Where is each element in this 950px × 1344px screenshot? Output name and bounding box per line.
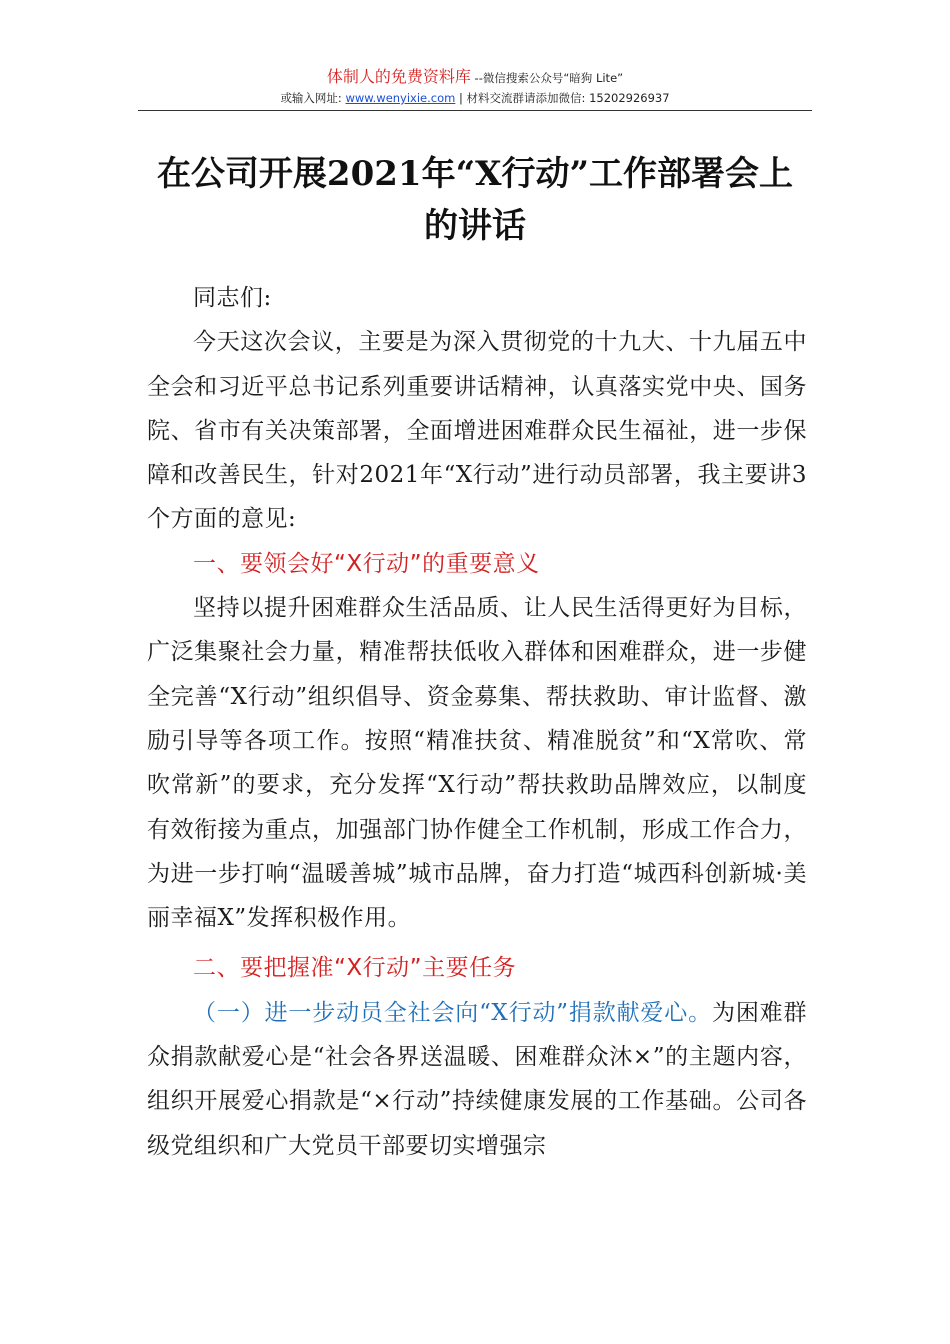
section-2-sub-1-text: 为困难群众捐款献爱心是“社会各界送温暖、困难群众沐×”的主题内容，组织开展爱心捐款是“×行动”持续健康发展的工作基础。公司各级党组织和广大党员干部要切实增强宗 xyxy=(147,999,808,1159)
header-promo-line xyxy=(138,66,812,88)
document-header xyxy=(138,66,812,108)
header-contact: | 材料交流群请添加微信: 15202926937 xyxy=(455,91,670,105)
document-body xyxy=(147,276,807,1168)
section-1-heading: 一、要领会好“X行动”的重要意义 xyxy=(193,550,540,577)
section-1-paragraph: 坚持以提升困难群众生活品质、让人民生活得更好为目标，广泛集聚社会力量，精准帮扶低收入群体和困难群众，进一步健全完善“X行动”组织倡导、资金募集、帮扶救助、审计监督、激励引导等各项工作。按照“精准扶贫、精准脱贫”和“X常吹、常吹常新”的要求，充分发挥“X行动”帮扶救助品牌效应，以制度有效衔接为重点，加强部门协作健全工作机制，形成工作合力，为进一步打响“温暖善城”城市品牌，奋力打造“城西科创新城·美丽幸福X”发挥积极作用。 xyxy=(147,595,807,932)
section-2-sub-1 xyxy=(147,991,807,1168)
header-url-prefix: 或输入网址: xyxy=(280,91,346,105)
section-2-heading: 二、要把握准“X行动”主要任务 xyxy=(193,955,517,982)
section-2-sub-1-heading: （一）进一步动员全社会向“X行动”捐款献爱心。 xyxy=(193,999,712,1026)
header-brand: 体制人的免费资料库 xyxy=(326,67,471,86)
document-title: 在公司开展2021年“X行动”工作部署会上的讲话 xyxy=(156,154,794,246)
header-divider xyxy=(138,110,812,111)
header-note: --微信搜索公众号“暗狗 Lite” xyxy=(470,71,624,85)
intro-paragraph: 今天这次会议，主要是为深入贯彻党的十九大、十九届五中全会和习近平总书记系列重要讲话精神，认真落实党中央、国务院、省市有关决策部署，全面增进困难群众民生福祉，进一步保障和改善民生，针对2021年“X行动”进行动员部署，我主要讲3个方面的意见: xyxy=(147,329,807,533)
header-url-link[interactable]: www.wenyixie.com xyxy=(345,91,456,105)
greeting: 同志们: xyxy=(193,285,272,311)
header-contact-line xyxy=(138,88,812,108)
